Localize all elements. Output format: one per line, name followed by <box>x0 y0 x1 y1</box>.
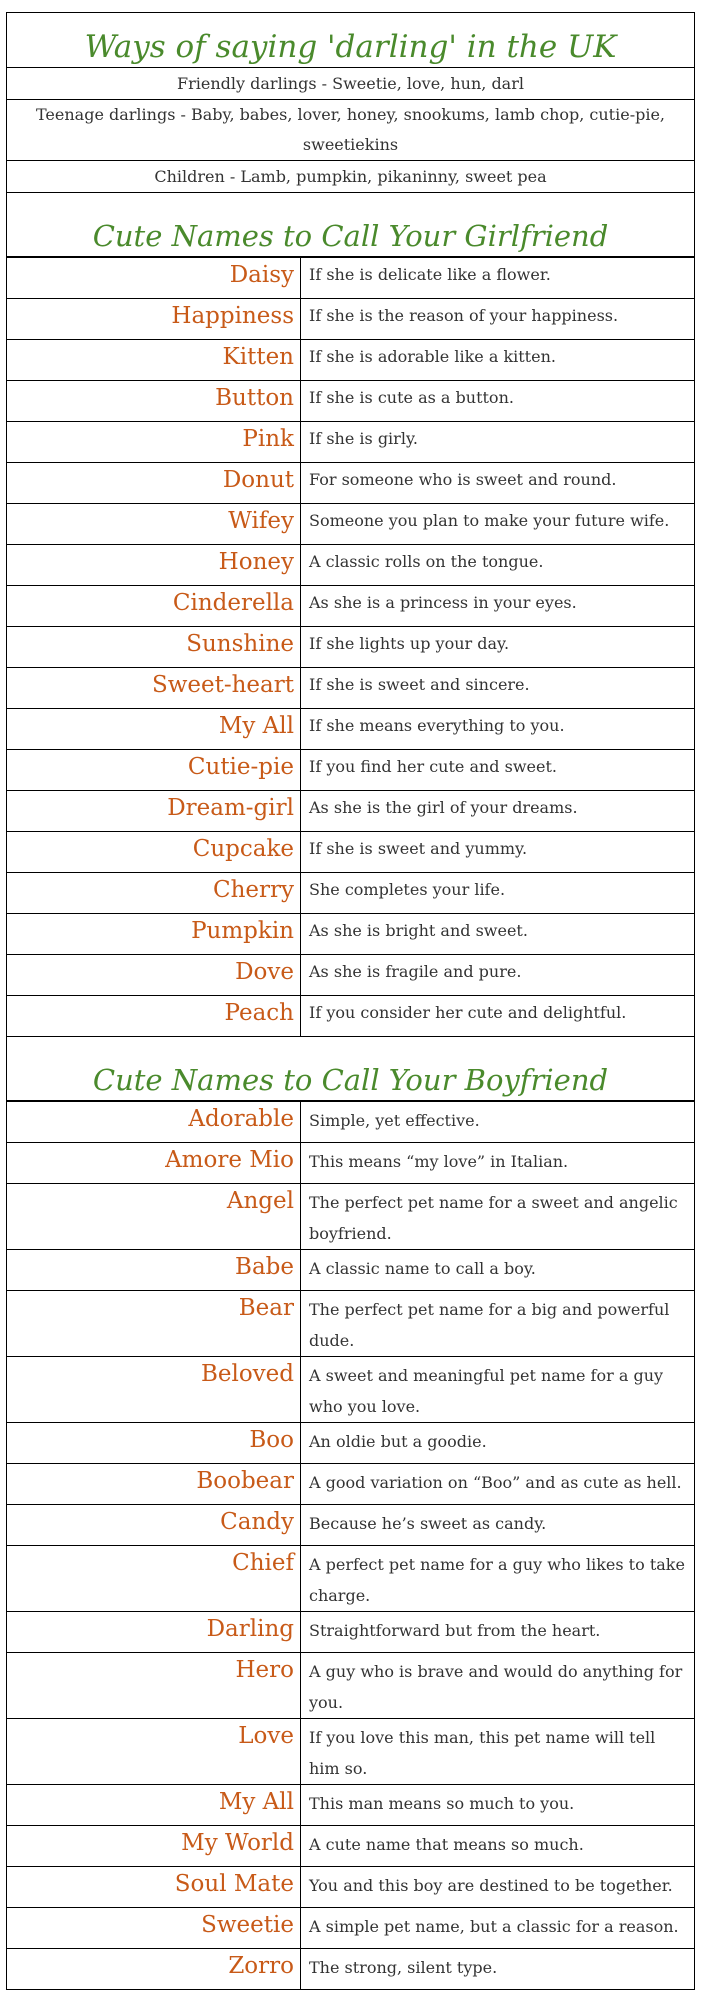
page <box>0 12 701 1990</box>
pet-name: Bear <box>7 1291 301 1357</box>
pet-name: Happiness <box>7 299 301 340</box>
pet-name: Chief <box>7 1546 301 1612</box>
table-row <box>7 463 695 504</box>
pet-name-description: If you find her cute and sweet. <box>301 750 695 791</box>
table-row <box>7 1785 695 1826</box>
pet-name-description: This means “my love” in Italian. <box>301 1143 695 1184</box>
pet-name: Adorable <box>7 1102 301 1143</box>
pet-name-description: A good variation on “Boo” and as cute as hell. <box>301 1464 695 1505</box>
pet-name-description: A classic rolls on the tongue. <box>301 545 695 586</box>
table-row <box>7 258 695 299</box>
pet-name-description: The strong, silent type. <box>301 1949 695 1990</box>
section-spacer <box>7 1037 694 1060</box>
table-row <box>7 873 695 914</box>
pet-name-description: A sweet and meaningful pet name for a guy who you love. <box>301 1357 695 1423</box>
girlfriend-title: Cute Names to Call Your Girlfriend <box>7 216 694 257</box>
pet-name-description: You and this boy are destined to be together. <box>301 1867 695 1908</box>
pet-name: Button <box>7 381 301 422</box>
pet-name: Dream-girl <box>7 791 301 832</box>
pet-name: Zorro <box>7 1949 301 1990</box>
pet-name: Cherry <box>7 873 301 914</box>
table-row <box>7 1719 695 1785</box>
table-row <box>7 1102 695 1143</box>
boyfriend-title: Cute Names to Call Your Boyfriend <box>7 1060 694 1101</box>
pet-name-description: For someone who is sweet and round. <box>301 463 695 504</box>
pet-name: My All <box>7 709 301 750</box>
pet-name-description: Simple, yet effective. <box>301 1102 695 1143</box>
pet-name-description: A perfect pet name for a guy who likes to take charge. <box>301 1546 695 1612</box>
pet-name: Pumpkin <box>7 914 301 955</box>
pet-name: Honey <box>7 545 301 586</box>
pet-name-description: If she is cute as a button. <box>301 381 695 422</box>
pet-name-description: If she is adorable like a kitten. <box>301 340 695 381</box>
pet-name-description: As she is bright and sweet. <box>301 914 695 955</box>
table-row <box>7 381 695 422</box>
pet-name: Dove <box>7 955 301 996</box>
uk-title: Ways of saying 'darling' in the UK <box>7 13 694 68</box>
pet-name: Daisy <box>7 258 301 299</box>
pet-name-description: Straightforward but from the heart. <box>301 1612 695 1653</box>
pet-name-description: A cute name that means so much. <box>301 1826 695 1867</box>
pet-name-description: A simple pet name, but a classic for a reason. <box>301 1908 695 1949</box>
table-row <box>7 545 695 586</box>
girlfriend-names-table <box>6 257 695 1037</box>
pet-name: Donut <box>7 463 301 504</box>
table-row <box>7 1653 695 1719</box>
table-row <box>7 1291 695 1357</box>
table-row <box>7 1826 695 1867</box>
pet-name-description: Because he’s sweet as candy. <box>301 1505 695 1546</box>
table-row <box>7 586 695 627</box>
table-row <box>7 1867 695 1908</box>
table-row <box>7 832 695 873</box>
table-row <box>7 791 695 832</box>
pet-name: Amore Mio <box>7 1143 301 1184</box>
pet-name: Pink <box>7 422 301 463</box>
pet-name-description: If she means everything to you. <box>301 709 695 750</box>
uk-line-children: Children - Lamb, pumpkin, pikaninny, sweet pea <box>7 161 694 193</box>
table-row <box>7 750 695 791</box>
pet-name-description: If you love this man, this pet name will tell him so. <box>301 1719 695 1785</box>
table-row <box>7 299 695 340</box>
pet-name: Cutie-pie <box>7 750 301 791</box>
table-row <box>7 1908 695 1949</box>
pet-name: Peach <box>7 996 301 1037</box>
pet-name: My World <box>7 1826 301 1867</box>
pet-name-description: As she is the girl of your dreams. <box>301 791 695 832</box>
pet-name-description: If she is delicate like a flower. <box>301 258 695 299</box>
pet-name-description: If she is the reason of your happiness. <box>301 299 695 340</box>
table-row <box>7 340 695 381</box>
uk-darling-box <box>6 12 695 193</box>
pet-name: Love <box>7 1719 301 1785</box>
pet-name-description: If she is sweet and sincere. <box>301 668 695 709</box>
pet-name: Kitten <box>7 340 301 381</box>
boyfriend-names-table <box>6 1101 695 1990</box>
pet-name: Cupcake <box>7 832 301 873</box>
pet-name-description: This man means so much to you. <box>301 1785 695 1826</box>
pet-name-description: An oldie but a goodie. <box>301 1423 695 1464</box>
pet-name-description: If she lights up your day. <box>301 627 695 668</box>
table-row <box>7 1143 695 1184</box>
pet-name-description: Someone you plan to make your future wife. <box>301 504 695 545</box>
table-row <box>7 1464 695 1505</box>
table-row <box>7 1505 695 1546</box>
table-row <box>7 709 695 750</box>
table-row <box>7 1250 695 1291</box>
pet-name: Sweet-heart <box>7 668 301 709</box>
pet-name-description: The perfect pet name for a big and powerful dude. <box>301 1291 695 1357</box>
table-row <box>7 627 695 668</box>
table-row <box>7 1546 695 1612</box>
pet-name-description: If you consider her cute and delightful. <box>301 996 695 1037</box>
table-row <box>7 1949 695 1990</box>
pet-name: Angel <box>7 1184 301 1250</box>
pet-name: Boo <box>7 1423 301 1464</box>
table-row <box>7 504 695 545</box>
table-row <box>7 1612 695 1653</box>
uk-line-teenage: Teenage darlings - Baby, babes, lover, honey, snookums, lamb chop, cutie-pie, sweetiekins <box>7 100 694 161</box>
pet-name-description: If she is sweet and yummy. <box>301 832 695 873</box>
pet-name: Beloved <box>7 1357 301 1423</box>
table-row <box>7 1423 695 1464</box>
girlfriend-section <box>6 193 695 257</box>
pet-name-description: A classic name to call a boy. <box>301 1250 695 1291</box>
pet-name: Darling <box>7 1612 301 1653</box>
boyfriend-section <box>6 1037 695 1101</box>
pet-name-description: As she is fragile and pure. <box>301 955 695 996</box>
pet-name-description: A guy who is brave and would do anything for you. <box>301 1653 695 1719</box>
pet-name: Cinderella <box>7 586 301 627</box>
pet-name: Babe <box>7 1250 301 1291</box>
table-row <box>7 1184 695 1250</box>
pet-name-description: The perfect pet name for a sweet and angelic boyfriend. <box>301 1184 695 1250</box>
table-row <box>7 914 695 955</box>
pet-name: Hero <box>7 1653 301 1719</box>
pet-name: Soul Mate <box>7 1867 301 1908</box>
table-row <box>7 422 695 463</box>
pet-name: Wifey <box>7 504 301 545</box>
table-row <box>7 1357 695 1423</box>
table-row <box>7 668 695 709</box>
pet-name: My All <box>7 1785 301 1826</box>
pet-name: Boobear <box>7 1464 301 1505</box>
pet-name-description: If she is girly. <box>301 422 695 463</box>
pet-name: Candy <box>7 1505 301 1546</box>
pet-name: Sunshine <box>7 627 301 668</box>
table-row <box>7 955 695 996</box>
pet-name: Sweetie <box>7 1908 301 1949</box>
pet-name-description: As she is a princess in your eyes. <box>301 586 695 627</box>
table-row <box>7 996 695 1037</box>
uk-line-friendly: Friendly darlings - Sweetie, love, hun, darl <box>7 68 694 100</box>
section-spacer <box>7 193 694 216</box>
pet-name-description: She completes your life. <box>301 873 695 914</box>
